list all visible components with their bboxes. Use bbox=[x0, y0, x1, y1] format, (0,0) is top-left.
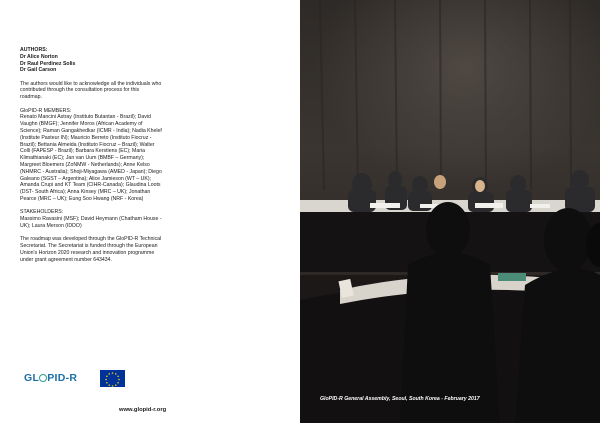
stakeholders-heading: STAKEHOLDERS: bbox=[20, 209, 64, 216]
logo-circle-icon bbox=[39, 374, 47, 382]
authors-heading: AUTHORS: bbox=[20, 47, 48, 53]
logo-text-part2: PID-R bbox=[47, 372, 78, 384]
logo-row bbox=[24, 370, 134, 388]
logo-text-part1: GL bbox=[24, 372, 40, 384]
eu-flag-icon bbox=[100, 370, 125, 387]
secretariat-note: The roadmap was developed through the GloPID-R Technical Secretariat. The Secretariat is funded through the European Union's Horizon 2020 research and innovation programme under grant agreement number 643434. bbox=[20, 236, 162, 263]
stakeholders-block bbox=[20, 209, 162, 229]
credits-column bbox=[20, 47, 162, 270]
meeting-photo-scene bbox=[300, 0, 600, 423]
acknowledgement-text: The authors would like to acknowledge all the individuals who contributed through the consultation process for this roadmap. bbox=[20, 80, 162, 101]
stakeholders-text: Massimo Ravasini (MSF); David Heymann (Chatham House - UK); Laura Merson (IDDO) bbox=[20, 216, 162, 229]
glopid-r-logo bbox=[24, 372, 77, 384]
members-block bbox=[20, 108, 162, 203]
meeting-photo bbox=[300, 0, 600, 423]
authors-block bbox=[20, 47, 162, 74]
members-text: Renato Mancini Astray (Instituto Butantan - Brazil); David Vaughn (BMGF); Jennifer Moros (African Academy of Science); Raman Gangakhedkar (ICMR - India); Nadia Khelef (Institute Pasteur IN); Mauricio Berreto (Instituto Fiocruz - Brazil); Bettania Almeida (Instituto Fiocruz – Brazil); Walter Colli (FAPESP - Brazil); Barbara Kerstiens (EC); Maria Klimathianaki (EC); Jan van Uum (BMBF – Germany); Margreet Bloemers (ZoNMW - Netherlands); Anne Kelso (NHMRC - Australia); Shoji-Miyagawa (AMED - Japan); Diego Galeano (SGST – Argentina); Alice Jamieson (WT – UK); Amanda Crupi and KT Team (CIHR-Canada); Glaudina Loots (DST- South Africa); Anna Kinsey (MRC – UK); Jonathan Pearce (MRC – UK); Eung Soo Hwang (NRF - Korea) bbox=[20, 114, 162, 202]
website-link[interactable]: www.glopid-r.org bbox=[119, 407, 167, 413]
author-name: Dr Alice Norton bbox=[20, 53, 58, 60]
photo-caption: GloPID-R General Assembly, Seoul, South Korea - February 2017 bbox=[320, 396, 480, 402]
author-name: Dr Gail Carson bbox=[20, 67, 57, 74]
members-heading: GloPID-R MEMBERS: bbox=[20, 107, 72, 114]
author-name: Dr Raul Perdinez Solis bbox=[20, 60, 76, 67]
